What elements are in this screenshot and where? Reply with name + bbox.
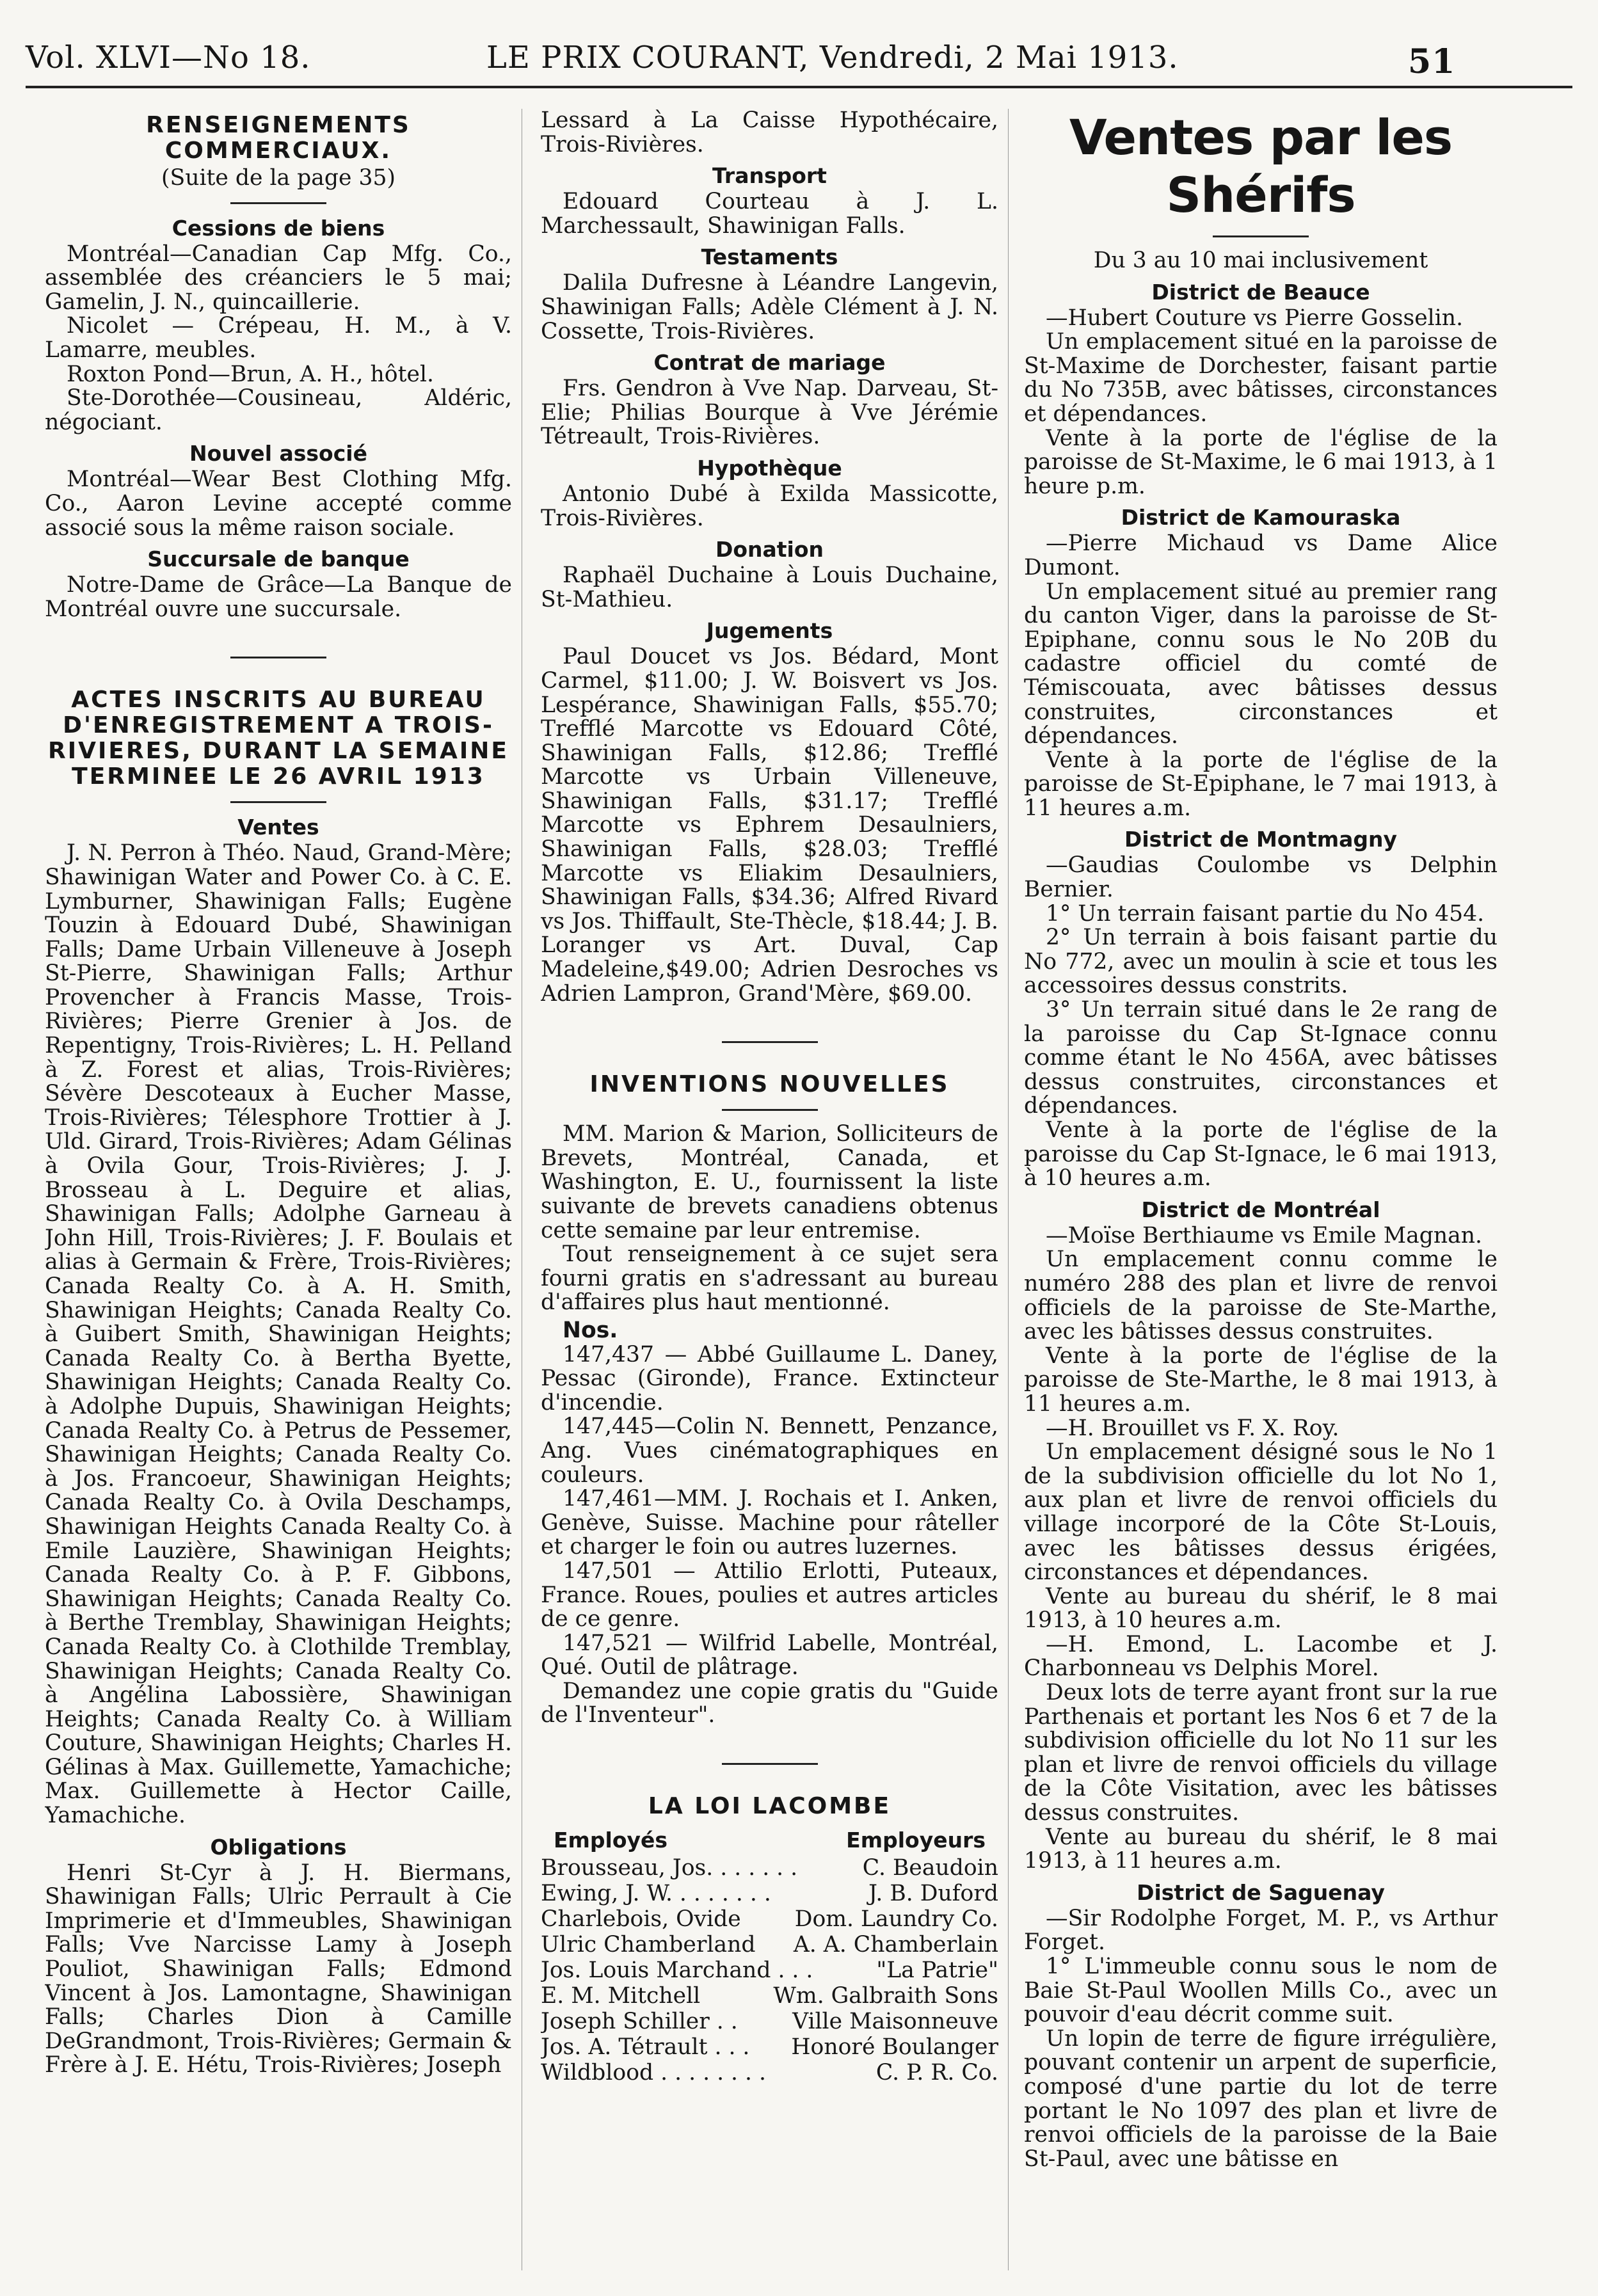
montreal-text: Un emplacement connu comme le numéro 288 des plan et livre de renvoi officiels de la paroisse de Ste-Marthe, avec les bâtisses dessus construites. (1024, 1247, 1498, 1345)
patent-item: 147,461—MM. J. Rochais et I. Anken, Genève, Suisse. Machine pour râteller et charger le foin ou autres luzernes. (541, 1486, 998, 1560)
cession-item: Montréal—Canadian Cap Mfg. Co., assemblée des créanciers le 5 mai; Gamelin, J. N., quincaillerie. (45, 241, 512, 315)
beauce-text: Un emplacement situé en la paroisse de St-Maxime de Dorchester, faisant partie du No 735B, avec bâtisses, circonstances et dépendances. (1024, 329, 1498, 427)
kamouraska-text: —Pierre Michaud vs Dame Alice Dumont. (1024, 530, 1498, 580)
associe-heading: Nouvel associé (189, 441, 367, 466)
patent-item: 147,437 — Abbé Guillaume L. Daney, Pessac (Gironde), France. Extincteur d'incendie. (541, 1341, 998, 1415)
loi-row (541, 1906, 998, 1932)
beauce-text: Vente à la porte de l'église de la paroisse de St-Maxime, le 6 mai 1913, à 1 heure p.m. (1024, 425, 1498, 499)
ventes-heading: Ventes (237, 815, 319, 840)
contrat-text: Frs. Gendron à Vve Nap. Darveau, St-Elie; Philias Bourque à Vve Jérémie Tétreault, Trois-Rivières. (541, 376, 998, 450)
loi-row (541, 1881, 998, 1906)
patent-item: 147,501 — Attilio Erlotti, Puteaux, France. Roues, poulies et autres articles de ce genre. (541, 1558, 998, 1632)
sale-dates: Du 3 au 10 mai inclusivement (1093, 248, 1428, 273)
nos-label: Nos. (563, 1317, 618, 1343)
montreal-text: Deux lots de terre ayant front sur la rue Parthenais et portant les Nos 6 et 7 de la subdivision officielle du lot No 11 sur les plan et livre de renvoi officiels du village de la Côte Visitation, avec les bâtisses dessus construites. (1024, 1680, 1498, 1826)
employes-label: Employés (554, 1828, 668, 1853)
employeurs-label: Employeurs (846, 1828, 986, 1853)
loi-row (541, 2009, 998, 2034)
employe: E. M. Mitchell (541, 1982, 701, 2009)
hypotheque-heading: Hypothèque (697, 455, 842, 481)
loi-row (541, 1855, 998, 1881)
employeur: Dom. Laundry Co. (794, 1906, 998, 1932)
cession-item: Nicolet — Crépeau, H. M., à V. Lamarre, meubles. (45, 313, 512, 363)
loi-row (541, 2060, 998, 2085)
succursale-heading: Succursale de banque (147, 546, 410, 572)
divider (230, 202, 326, 204)
montreal-text: —Moïse Berthiaume vs Emile Magnan. (1046, 1222, 1482, 1248)
transport-text: Edouard Courteau à J. L. Marchessault, Shawinigan Falls. (541, 189, 998, 239)
testaments-heading: Testaments (701, 244, 838, 270)
employe: Jos. A. Tétrault . . . (541, 2034, 750, 2060)
succursale-text: Notre-Dame de Grâce—La Banque de Montréal ouvre une succursale. (45, 572, 512, 622)
employe: Charlebois, Ovide (541, 1906, 741, 1932)
loi-column-headers (554, 1828, 986, 1853)
donation-heading: Donation (715, 537, 824, 562)
employeur: C. P. R. Co. (875, 2059, 998, 2085)
montmagny-text: 3° Un terrain situé dans le 2e rang de la paroisse du Cap St-Ignace connu comme étant le No 456A, avec bâtisses dessus construites, circonstances et dépendances. (1024, 997, 1498, 1119)
montmagny-text: 2° Un terrain à bois faisant partie du No 772, avec un moulin à scie et tous les accessoires dessus constrits. (1024, 925, 1498, 999)
loi-row (541, 1957, 998, 1983)
column-left (45, 109, 522, 2270)
montmagny-text: 1° Un terrain faisant partie du No 454. (1046, 900, 1485, 927)
obligations-heading: Obligations (210, 1834, 347, 1860)
employe: Wildblood . . . . . . . . (541, 2059, 767, 2085)
montreal-text: —H. Emond, L. Lacombe et J. Charbonneau vs Delphis Morel. (1024, 1631, 1498, 1682)
montreal-text: —H. Brouillet vs F. X. Roy. (1046, 1415, 1339, 1441)
contrat-heading: Contrat de mariage (653, 350, 886, 376)
loi-title: LA LOI LACOMBE (648, 1793, 891, 1820)
cession-item: Ste-Dorothée—Cousineau, Aldéric, négociant. (45, 385, 512, 435)
saguenay-text: 1° L'immeuble connu sous le nom de Baie St-Paul Woollen Mills Co., avec un pouvoir d'eau décrit comme suit. (1024, 1954, 1498, 2028)
district-beauce-heading: District de Beauce (1151, 279, 1370, 305)
ventes-text: J. N. Perron à Théo. Naud, Grand-Mère; Shawinigan Water and Power Co. à C. E. Lymburner, Shawinigan Falls; Eugène Touzin à Edouard Dubé, Shawinigan Falls; Dame Urbain Villeneuve à Joseph St-Pierre, Shawinigan Falls; Arthur Provencher à Francis Masse, Trois-Rivières; Pierre Grenier à Jos. de Repentigny, Trois-Rivières; L. H. Pelland à Z. Forest et alias, Trois-Rivières; Sévère Descoteaux à Eucher Masse, Trois-Rivières; Télesphore Trottier à J. Uld. Girard, Trois-Rivières; Adam Gélinas à Ovila Gour, Trois-Rivières; J. J. Brosseau à L. Deguire et alias, Shawinigan Falls; Adolphe Garneau à John Hill, Trois-Rivières; J. F. Boulais et alias à Germain & Frère, Trois-Rivières; Canada Realty Co. à A. H. Smith, Shawinigan Heights; Canada Realty Co. à Guibert Smith, Shawinigan Heights; Canada Realty Co. à Bertha Byette, Shawinigan Heights; Canada Realty Co. à Adolphe Dupuis, Shawinigan Heights; Canada Realty Co. à Petrus de Pessemer, Shawinigan Heights; Canada Realty Co. à Jos. Francoeur, Shawinigan Heights; Canada Realty Co. à Ovila Deschamps, Shawinigan Heights Canada Realty Co. à Emile Lauzière, Shawinigan Heights; Canada Realty Co. à P. F. Gibbons, Shawinigan Heights; Canada Realty Co. à Berthe Tremblay, Shawinigan Heights; Canada Realty Co. à Clothilde Tremblay, Shawinigan Heights; Canada Realty Co. à Angélina Labossière, Shawinigan Heights; Canada Realty Co. à William Couture, Shawinigan Heights; Charles H. Gélinas à Max. Guillemette, Yamachiche; Max. Guillemette à Hector Caille, Yamachiche. (45, 840, 512, 1829)
divider (722, 1763, 818, 1765)
saguenay-text: —Sir Rodolphe Forget, M. P., vs Arthur Forget. (1024, 1905, 1498, 1956)
header-rule (26, 86, 1572, 88)
employeur: A. A. Chamberlain (793, 1931, 998, 1957)
obligations-text: Henri St-Cyr à J. H. Biermans, Shawinigan Falls; Ulric Perrault à Cie Imprimerie et d'Immeubles, Shawinigan Falls; Vve Narcisse Lamy à Joseph Pouliot, Shawinigan Falls; Edmond Vincent à Jos. Lamontagne, Shawinigan Falls; Charles Dion à Camille DeGrandmont, Trois-Rivières; Germain & Frère à J. E. Hétu, Trois-Rivières; Joseph (45, 1860, 512, 2078)
employe: Ulric Chamberland (541, 1931, 756, 1957)
renseignements-subtitle: (Suite de la page 35) (161, 165, 396, 191)
divider (1213, 235, 1309, 237)
testaments-text: Dalila Dufresne à Léandre Langevin, Shawinigan Falls; Adèle Clément à J. N. Cossette, Trois-Rivières. (541, 270, 998, 344)
inventions-title: INVENTIONS NOUVELLES (589, 1071, 950, 1098)
inventions-info: Tout renseignement à ce sujet sera fourni gratis en s'adressant au bureau d'affaires plus haut mentionné. (541, 1241, 998, 1316)
loi-row (541, 2034, 998, 2060)
patent-item: 147,521 — Wilfrid Labelle, Montréal, Qué. Outil de plâtrage. (541, 1630, 998, 1680)
donation-text: Raphaël Duchaine à Louis Duchaine, St-Mathieu. (541, 562, 998, 612)
associe-text: Montréal—Wear Best Clothing Mfg. Co., Aaron Levine accepté comme associé sous la même raison sociale. (45, 466, 512, 541)
obligations-continued: Lessard à La Caisse Hypothécaire, Trois-Rivières. (541, 109, 998, 157)
montreal-text: Vente à la porte de l'église de la paroisse de Ste-Marthe, le 8 mai 1913, à 11 heures a.m. (1024, 1343, 1498, 1417)
page-number: 51 (1408, 42, 1456, 81)
jugements-text: Paul Doucet vs Jos. Bédard, Mont Carmel, $11.00; J. W. Boisvert vs Jos. Lespérance, Shawinigan Falls, $55.70; Trefflé Marcotte vs Edouard Côté, Shawinigan Falls, $12.86; Trefflé Marcotte vs Urbain Villeneuve, Shawinigan Falls, $31.17; Trefflé Marcotte vs Ephrem Desaulniers, Shawinigan Falls, $28.03; Trefflé Marcotte vs Eliakim Desaulniers, Shawinigan Falls, $34.36; Alfred Rivard vs Jos. Thiffault, Ste-Thècle, $18.44; J. B. Loranger vs Art. Duval, Cap Madeleine,$49.00; Adrien Desroches vs Adrien Lampron, Grand'Mère, $69.00. (541, 644, 998, 1007)
cession-item: Roxton Pond—Brun, A. H., hôtel. (67, 361, 435, 387)
montmagny-text: —Gaudias Coulombe vs Delphin Bernier. (1024, 852, 1498, 903)
transport-heading: Transport (712, 163, 827, 189)
employeur: C. Beaudoin (862, 1854, 998, 1881)
saguenay-text: Un lopin de terre de figure irrégulière, pouvant contenir un arpent de superficie, composé d'une partie du lot de terre portant le No 1097 des plan et livre de renvoi officiels de la paroisse de la Baie St-Paul, avec une bâtisse en (1024, 2025, 1498, 2172)
montmagny-text: Vente à la porte de l'église de la paroisse du Cap St-Ignace, le 6 mai 1913, à 10 heures a.m. (1024, 1117, 1498, 1192)
actes-title: ACTES INSCRITS AU BUREAU D'ENREGISTREMENT A TROIS-RIVIERES, DURANT LA SEMAINE TERMINEE LE 26 AVRIL 1913 (48, 687, 509, 790)
loi-row (541, 1932, 998, 1957)
kamouraska-text: Un emplacement situé au premier rang du canton Viger, dans la paroisse de St-Epiphane, connu sous le No 20B du cadastre officiel du comté de Témiscouata, avec bâtisses dessus construites, circonstances et dépendances. (1024, 578, 1498, 749)
montreal-text: Vente au bureau du shérif, le 8 mai 1913, à 11 heures a.m. (1024, 1824, 1498, 1874)
sherifs-banner: Ventes par les Shérifs (1069, 109, 1453, 223)
column-middle (541, 109, 1009, 2270)
inventions-intro: MM. Marion & Marion, Solliciteurs de Brevets, Montréal, Canada, et Washington, E. U., fournissent la liste suivante de brevets canadiens obtenus cette semaine par leur entremise. (541, 1121, 998, 1243)
divider (230, 657, 326, 658)
employe: Ewing, J. W. . . . . . . . (541, 1880, 771, 1906)
district-saguenay-heading: District de Saguenay (1137, 1879, 1385, 1905)
montreal-text: Un emplacement désigné sous le No 1 de la subdivision officielle du lot No 1, aux plan et livre de renvoi officiels du village incorporé de la Côte St-Louis, avec les bâtisses dessus érigées, circonstances et dépendances. (1024, 1439, 1498, 1586)
district-kamouraska-heading: District de Kamouraska (1121, 505, 1401, 530)
divider (230, 801, 326, 803)
hypotheque-text: Antonio Dubé à Exilda Massicotte, Trois-Rivières. (541, 481, 998, 531)
divider (722, 1109, 818, 1111)
cessions-heading: Cessions de biens (172, 215, 385, 241)
employe: Brousseau, Jos. . . . . . . (541, 1854, 798, 1881)
employe: Jos. Louis Marchand . . . (541, 1957, 813, 1983)
masthead: LE PRIX COURANT, Vendredi, 2 Mai 1913. (486, 40, 1179, 76)
employe: Joseph Schiller . . (541, 2008, 738, 2034)
employeur: "La Patrie" (876, 1957, 998, 1983)
montreal-text: Vente au bureau du shérif, le 8 mai 1913, à 10 heures a.m. (1024, 1583, 1498, 1634)
beauce-text: —Hubert Couture vs Pierre Gosselin. (1046, 305, 1464, 331)
district-montreal-heading: District de Montréal (1141, 1197, 1380, 1222)
column-right (1024, 109, 1498, 2270)
page-header (0, 33, 1598, 91)
patent-item: 147,445—Colin N. Bennett, Penzance, Ang. Vues cinématographiques en couleurs. (541, 1414, 998, 1488)
employeur: Ville Maisonneuve (792, 2008, 998, 2034)
district-montmagny-heading: District de Montmagny (1124, 827, 1398, 852)
divider (722, 1041, 818, 1043)
volume-number: Vol. XLVI—No 18. (26, 40, 311, 76)
guide-text: Demandez une copie gratis du "Guide de l'Inventeur". (541, 1678, 998, 1728)
employeur: Honoré Boulanger (791, 2034, 998, 2060)
employeur: Wm. Galbraith Sons (773, 1982, 998, 2009)
employeur: J. B. Duford (868, 1880, 998, 1906)
jugements-heading: Jugements (706, 618, 833, 644)
renseignements-title: RENSEIGNEMENTS COMMERCIAUX. (146, 112, 411, 164)
loi-row (541, 1983, 998, 2009)
kamouraska-text: Vente à la porte de l'église de la paroisse de St-Epiphane, le 7 mai 1913, à 11 heures a.m. (1024, 747, 1498, 821)
